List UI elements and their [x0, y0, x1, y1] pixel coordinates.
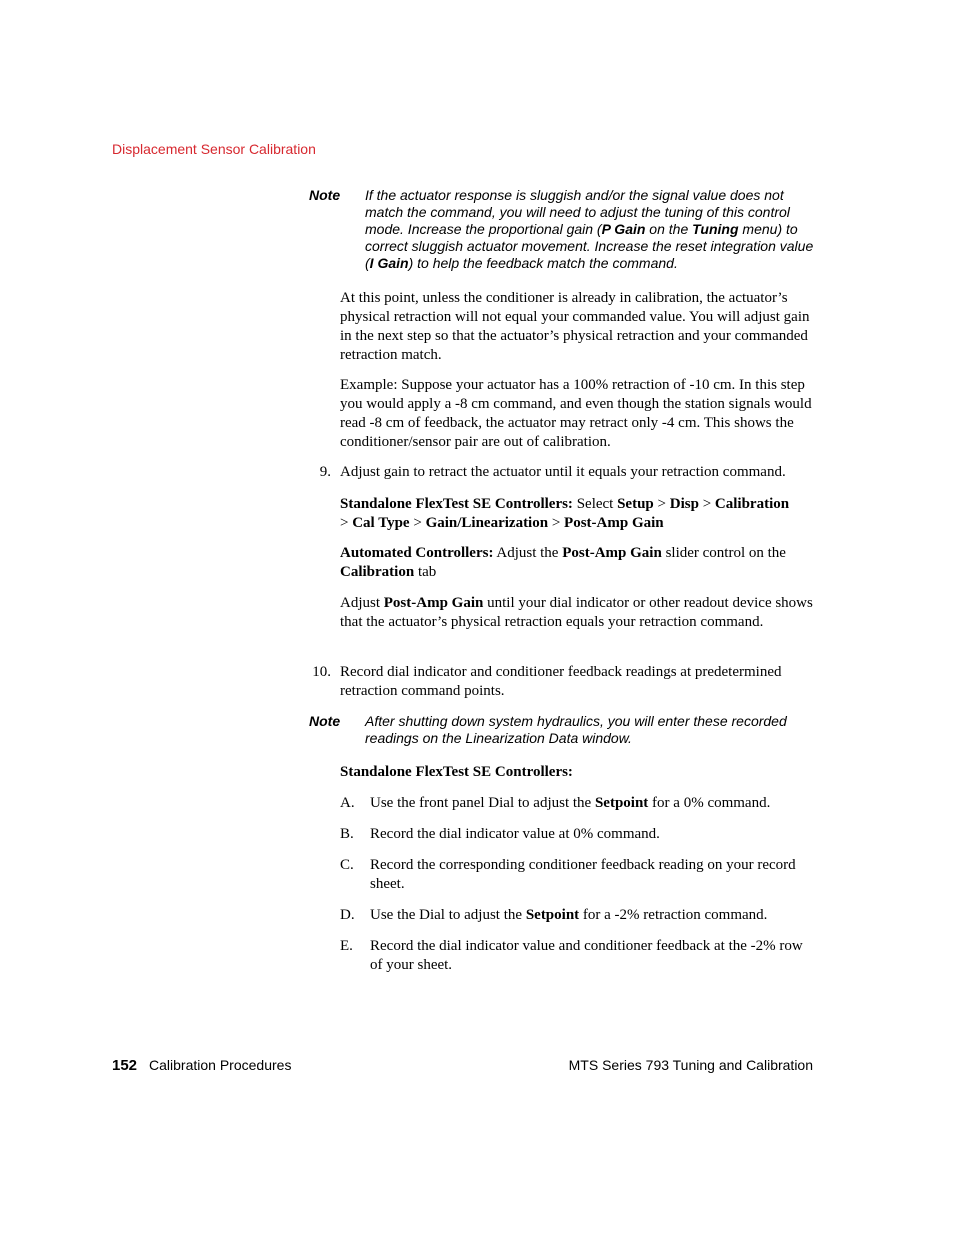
step-9 — [309, 463, 816, 482]
substep-text: Use the front panel Dial to adjust the Setpoint for a 0% command. — [370, 795, 771, 811]
manual-title: MTS Series 793 Tuning and Calibration — [568, 1057, 813, 1073]
substep-c — [340, 856, 816, 894]
note-sluggish-response — [309, 187, 819, 272]
paragraph-calibration-state: At this point, unless the conditioner is already in calibration, the actuator’s physical retraction will not equal your commanded value. You will adjust gain in the next step so that the actuator’s physical retraction and your commanded retraction match. — [340, 290, 810, 363]
substep-text: Record the corresponding conditioner feedback reading on your record sheet. — [370, 857, 796, 892]
paragraph-standalone-path: Standalone FlexTest SE Controllers: Select Setup > Disp > Calibration > Cal Type > Gain/Linearization > Post-Amp Gain — [340, 496, 790, 531]
step-number: 9. — [319, 464, 331, 480]
note-text: If the actuator response is sluggish and/or the signal value does not match the command, you will need to adjust the tuning of this control mode. Increase the proportional gain (P Gain on the Tuning menu) to correct sluggish actuator movement. Increase the reset integration value (I Gain) to help the feedback match the command. — [365, 187, 814, 271]
note-label: Note — [309, 713, 341, 729]
substep-letter: A. — [340, 795, 355, 811]
substep-text: Use the Dial to adjust the Setpoint for a -2% retraction command. — [370, 907, 768, 923]
substep-text: Record the dial indicator value at 0% command. — [370, 826, 660, 842]
page-number: 152 — [112, 1057, 138, 1074]
substep-letter: E. — [340, 938, 353, 954]
substep-text: Record the dial indicator value and conditioner feedback at the -2% row of your sheet. — [370, 938, 803, 973]
paragraph-example: Example: Suppose your actuator has a 100% retraction of -10 cm. In this step you would apply a -8 cm command, and even though the station signals would read -8 cm of feedback, the actuator may retract only -4 cm. This shows the conditioner/sensor pair are out of calibration. — [340, 377, 812, 450]
note-hydraulics — [309, 713, 819, 747]
section-header: Displacement Sensor Calibration — [112, 141, 316, 157]
paragraph-automated: Automated Controllers: Adjust the Post-Amp Gain slider control on the Calibration tab — [340, 545, 786, 580]
substep-e — [340, 937, 816, 975]
step-text: Record dial indicator and conditioner feedback readings at predetermined retraction command points. — [340, 664, 782, 699]
paragraph-adjust-gain: Adjust Post-Amp Gain until your dial indicator or other readout device shows that the actuator’s physical retraction equals your retraction command. — [340, 595, 813, 630]
note-text: After shutting down system hydraulics, you will enter these recorded readings on the Linearization Data window. — [365, 713, 787, 746]
substep-letter: C. — [340, 857, 354, 873]
substep-a — [340, 794, 816, 813]
step-text: Adjust gain to retract the actuator until it equals your retraction command. — [340, 464, 786, 480]
chapter-title: Calibration Procedures — [149, 1057, 292, 1073]
footer-left — [112, 1057, 291, 1074]
substep-b — [340, 825, 816, 844]
substep-letter: B. — [340, 826, 354, 842]
step-number: 10. — [312, 664, 331, 680]
step-10 — [309, 663, 816, 701]
substep-letter: D. — [340, 907, 355, 923]
heading-standalone: Standalone FlexTest SE Controllers: — [340, 764, 573, 780]
substep-d — [340, 906, 816, 925]
note-label: Note — [309, 187, 341, 203]
